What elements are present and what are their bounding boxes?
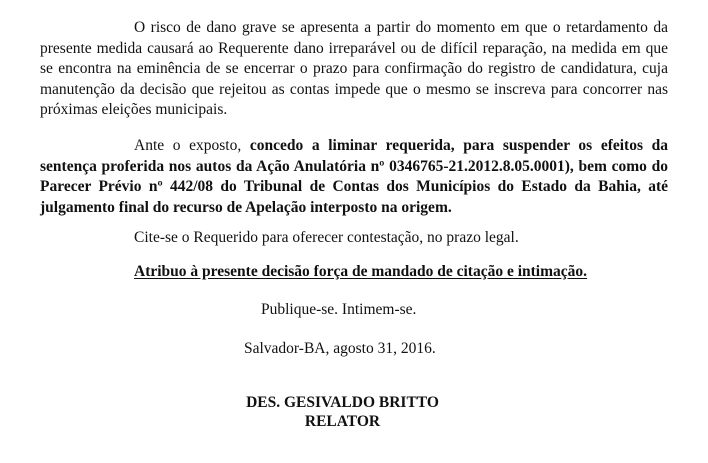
paragraph-decision bbox=[40, 136, 668, 218]
publique-line: Publique-se. Intimem-se. bbox=[261, 301, 417, 318]
signature-role: RELATOR bbox=[304, 413, 381, 430]
paragraph-decision-intro: Ante o exposto, bbox=[134, 137, 250, 154]
place-date: Salvador-BA, agosto 31, 2016. bbox=[244, 340, 436, 357]
paragraph-decision-bold: concedo a liminar requerida, para suspender os efeitos da sentença proferida nos autos da Ação Anulatória nº 0346765-21.2012.8.05.0001), bem como do Parecer Prévio nº 442/08 do Tribunal de Contas dos Municípios do Estado da Bahia, até julgamento final do recurso de Apelação interposto na origem. bbox=[40, 137, 668, 216]
signature-name: DES. GESIVALDO BRITTO bbox=[246, 394, 439, 411]
atribuo-line: Atribuo à presente decisão força de mandado de citação e intimação. bbox=[134, 263, 588, 280]
cite-line: Cite-se o Requerido para oferecer contestação, no prazo legal. bbox=[134, 229, 519, 246]
paragraph-risk-of-harm: O risco de dano grave se apresenta a partir do momento em que o retardamento da presente medida causará ao Requerente dano irreparável ou de difícil reparação, na medida em que se encontra na eminência de se encerrar o prazo para confirmação do registro de candidatura, cuja manutenção da decisão que rejeitou as contas impede que o mesmo se inscreva para concorrer nas próximas eleições municipais. bbox=[40, 19, 668, 118]
